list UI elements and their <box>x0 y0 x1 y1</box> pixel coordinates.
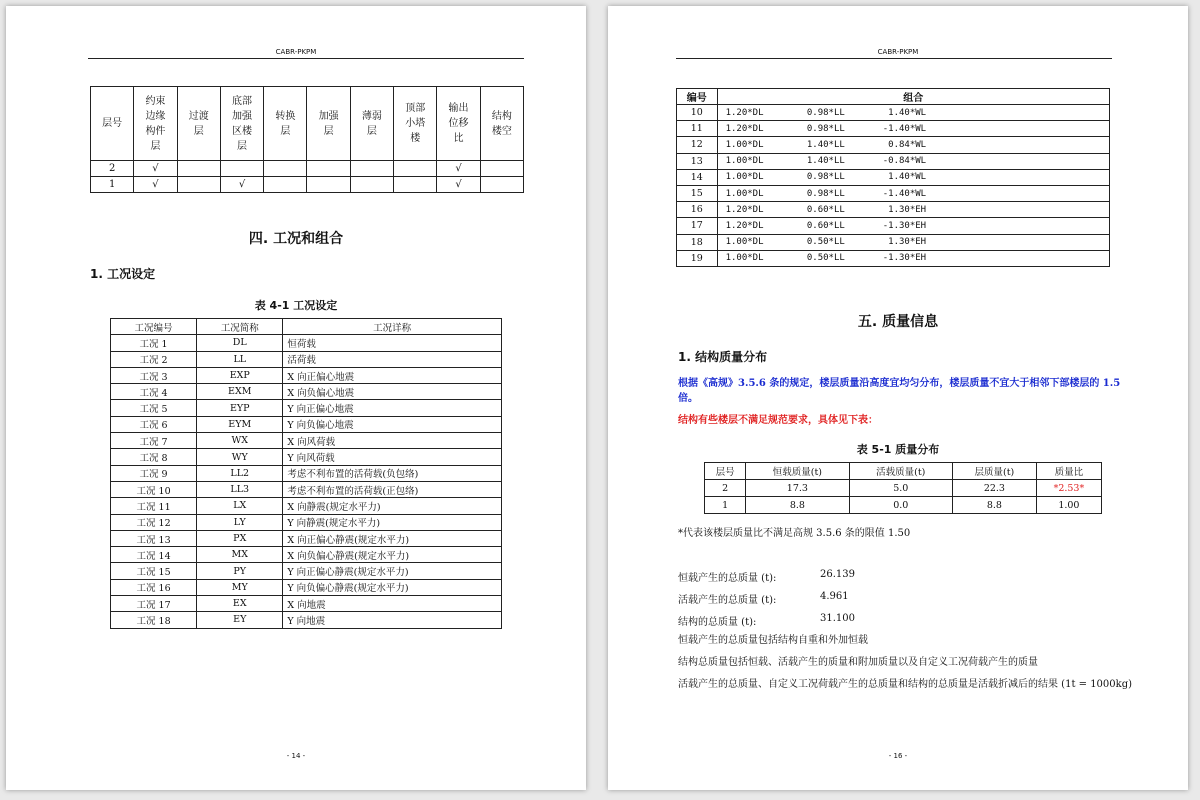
table-row <box>677 153 1110 169</box>
table-row <box>111 563 502 579</box>
table-cell <box>177 177 220 193</box>
table-cell: 工况 14 <box>111 547 197 563</box>
table-row <box>111 335 502 351</box>
table-cell: 活荷载 <box>283 351 502 367</box>
table-row <box>111 416 502 432</box>
note-line: 结构总质量包括恒载、活载产生的质量和附加质量以及自定义工况荷载产生的质量 <box>678 657 1038 668</box>
table-row <box>677 202 1110 218</box>
table-cell: 1 <box>91 177 134 193</box>
table-cell: 14 <box>677 169 718 185</box>
table-cell: LY <box>197 514 283 530</box>
table-cell: 1.20*DL 0.98*LL 1.40*WL <box>717 105 1109 121</box>
table-cell: 工况 15 <box>111 563 197 579</box>
table-cell: 工况 17 <box>111 596 197 612</box>
table-cell: 1.00*DL 1.40*LL -0.84*WL <box>717 153 1109 169</box>
total-label: 结构的总质量 (t): <box>678 617 757 628</box>
table-cell: 17.3 <box>746 480 849 497</box>
note-line: 恒载产生的总质量包括结构自重和外加恒载 <box>678 635 868 646</box>
total-value: 4.961 <box>820 591 849 602</box>
table-row <box>705 497 1102 514</box>
table-cell: Y 向负偏心地震 <box>283 416 502 432</box>
table-cell: 工况 4 <box>111 384 197 400</box>
column-header: 工况详称 <box>283 319 502 335</box>
total-label: 恒载产生的总质量 (t): <box>678 573 777 584</box>
table-cell: √ <box>134 177 177 193</box>
table-cell: 12 <box>677 137 718 153</box>
table-cell: 2 <box>705 480 746 497</box>
table-cell: 工况 2 <box>111 351 197 367</box>
table-cell <box>480 161 523 177</box>
page-number: - 16 - <box>888 752 908 760</box>
table-cell <box>307 161 350 177</box>
column-header: 组合 <box>717 89 1109 105</box>
section-title: 四. 工况和组合 <box>248 231 344 247</box>
table-row <box>111 530 502 546</box>
section-title: 五. 质量信息 <box>857 314 939 330</box>
table-cell: LL2 <box>197 465 283 481</box>
table-cell: Y 向地震 <box>283 612 502 628</box>
table-cell: 工况 18 <box>111 612 197 628</box>
table-row <box>111 351 502 367</box>
table-cell: LX <box>197 498 283 514</box>
table-cell: 1.00*DL 0.50*LL -1.30*EH <box>717 250 1109 266</box>
subsection-title: 1. 工况设定 <box>90 267 156 281</box>
table-cell: EXP <box>197 367 283 383</box>
table-cell: 1.20*DL 0.60*LL -1.30*EH <box>717 218 1109 234</box>
table-cell: 工况 10 <box>111 481 197 497</box>
running-header: CABR-PKPM <box>275 48 317 56</box>
table-row <box>677 234 1110 250</box>
table-row <box>677 169 1110 185</box>
table-cell <box>264 177 307 193</box>
column-header: 层号 <box>705 463 746 480</box>
table-cell: X 向地震 <box>283 596 502 612</box>
table-cell: Y 向正偏心静震(规定水平力) <box>283 563 502 579</box>
table-cell <box>350 161 393 177</box>
table-cell <box>177 161 220 177</box>
table-cell: EX <box>197 596 283 612</box>
table-row <box>677 105 1110 121</box>
note-line: 活载产生的总质量、自定义工况荷载产生的总质量和结构的总质量是活载折减后的结果 (1t = 1000kg) <box>678 679 1133 690</box>
table-cell: 13 <box>677 153 718 169</box>
table-row <box>111 433 502 449</box>
table-cell: √ <box>437 161 480 177</box>
table-cell: MX <box>197 547 283 563</box>
table-cell: X 向风荷载 <box>283 433 502 449</box>
table-cell: 工况 7 <box>111 433 197 449</box>
table-cell: 1.00 <box>1036 497 1101 514</box>
table-cell: WY <box>197 449 283 465</box>
table-row <box>111 596 502 612</box>
table-row <box>111 367 502 383</box>
table-cell <box>480 177 523 193</box>
subsection-title: 1. 结构质量分布 <box>678 350 768 364</box>
left-page <box>6 6 586 790</box>
table-cell: 0.0 <box>849 497 952 514</box>
table-cell: X 向正偏心静震(规定水平力) <box>283 530 502 546</box>
table-cell: Y 向静震(规定水平力) <box>283 514 502 530</box>
table-cell: EXM <box>197 384 283 400</box>
column-header: 过渡 层 <box>177 87 220 161</box>
table-row <box>111 481 502 497</box>
table-cell: *2.53* <box>1036 480 1101 497</box>
table-cell: 15 <box>677 185 718 201</box>
table-cell: 1.00*DL 0.98*LL 1.40*WL <box>717 169 1109 185</box>
table-row <box>91 161 524 177</box>
total-label: 活载产生的总质量 (t): <box>678 595 777 606</box>
table-cell: 1.00*DL 1.40*LL 0.84*WL <box>717 137 1109 153</box>
column-header: 转换 层 <box>264 87 307 161</box>
mass-distribution-table <box>704 462 1102 514</box>
table-cell: 考虑不利布置的活荷载(正包络) <box>283 481 502 497</box>
table-cell: 工况 13 <box>111 530 197 546</box>
table-cell: Y 向正偏心地震 <box>283 400 502 416</box>
table-cell: EYP <box>197 400 283 416</box>
table-cell: √ <box>437 177 480 193</box>
column-header: 恒载质量(t) <box>746 463 849 480</box>
table-row <box>111 514 502 530</box>
floor-attribute-table <box>90 86 524 193</box>
table-cell: 1.20*DL 0.60*LL 1.30*EH <box>717 202 1109 218</box>
column-header: 活载质量(t) <box>849 463 952 480</box>
column-header: 工况编号 <box>111 319 197 335</box>
table-row <box>677 218 1110 234</box>
table-cell: X 向负偏心地震 <box>283 384 502 400</box>
table-cell <box>264 161 307 177</box>
table-cell: EY <box>197 612 283 628</box>
table-cell: 2 <box>91 161 134 177</box>
table-cell: 19 <box>677 250 718 266</box>
table-cell: 工况 8 <box>111 449 197 465</box>
table-cell: 5.0 <box>849 480 952 497</box>
table-cell: 1.00*DL 0.98*LL -1.40*WL <box>717 185 1109 201</box>
table-cell: √ <box>220 177 263 193</box>
right-page <box>608 6 1188 790</box>
table-caption: 表 4-1 工况设定 <box>254 299 338 312</box>
table-cell: 8.8 <box>746 497 849 514</box>
table-cell: √ <box>134 161 177 177</box>
table-row <box>111 612 502 628</box>
column-header: 加强 层 <box>307 87 350 161</box>
table-cell: X 向正偏心地震 <box>283 367 502 383</box>
column-header: 输出 位移 比 <box>437 87 480 161</box>
column-header: 层号 <box>91 87 134 161</box>
table-row <box>111 449 502 465</box>
table-cell <box>350 177 393 193</box>
table-cell: LL3 <box>197 481 283 497</box>
table-row <box>677 137 1110 153</box>
table-cell: EYM <box>197 416 283 432</box>
table-cell: LL <box>197 351 283 367</box>
table-cell: X 向静震(规定水平力) <box>283 498 502 514</box>
table-row <box>111 465 502 481</box>
table-cell: 工况 6 <box>111 416 197 432</box>
table-cell: 1 <box>705 497 746 514</box>
table-cell: 1.20*DL 0.98*LL -1.40*WL <box>717 121 1109 137</box>
table-cell: 工况 11 <box>111 498 197 514</box>
table-row <box>111 498 502 514</box>
table-row <box>111 400 502 416</box>
table-cell: 18 <box>677 234 718 250</box>
table-row <box>111 547 502 563</box>
table-cell <box>394 161 437 177</box>
table-cell: 工况 5 <box>111 400 197 416</box>
warning-note: 结构有些楼层不满足规范要求，具体见下表： <box>678 415 878 426</box>
table-cell: 工况 9 <box>111 465 197 481</box>
table-row <box>111 579 502 595</box>
table-cell: 10 <box>677 105 718 121</box>
table-row <box>111 384 502 400</box>
table-caption: 表 5-1 质量分布 <box>856 443 940 456</box>
column-header: 工况简称 <box>197 319 283 335</box>
table-cell: 工况 1 <box>111 335 197 351</box>
table-cell: Y 向负偏心静震(规定水平力) <box>283 579 502 595</box>
table-cell: WX <box>197 433 283 449</box>
table-cell: 16 <box>677 202 718 218</box>
column-header: 编号 <box>677 89 718 105</box>
column-header: 质量比 <box>1036 463 1101 480</box>
code-note: 根据《高规》3.5.6 条的规定，楼层质量沿高度宜均匀分布，楼层质量不宜大于相邻下部楼层的 1.5 倍。 <box>678 378 1121 404</box>
column-header: 顶部 小塔 楼 <box>394 87 437 161</box>
table-cell: 17 <box>677 218 718 234</box>
column-header: 层质量(t) <box>952 463 1036 480</box>
table-row <box>91 177 524 193</box>
column-header: 底部 加强 区楼 层 <box>220 87 263 161</box>
page-number: - 14 - <box>286 752 306 760</box>
total-value: 31.100 <box>820 613 855 624</box>
table-cell: DL <box>197 335 283 351</box>
table-cell <box>307 177 350 193</box>
column-header: 薄弱 层 <box>350 87 393 161</box>
table-cell: 工况 16 <box>111 579 197 595</box>
table-cell: Y 向风荷载 <box>283 449 502 465</box>
header-rule <box>88 58 524 59</box>
table-cell: X 向负偏心静震(规定水平力) <box>283 547 502 563</box>
table-cell: 工况 12 <box>111 514 197 530</box>
running-header: CABR-PKPM <box>877 48 919 56</box>
table-row <box>705 480 1102 497</box>
total-value: 26.139 <box>820 569 855 580</box>
column-header: 约束 边缘 构件 层 <box>134 87 177 161</box>
table-cell: 22.3 <box>952 480 1036 497</box>
table-row <box>677 185 1110 201</box>
footnote: *代表该楼层质量比不满足高规 3.5.6 条的限值 1.50 <box>678 528 911 539</box>
table-cell <box>220 161 263 177</box>
load-case-table <box>110 318 502 629</box>
table-cell: PX <box>197 530 283 546</box>
table-cell: PY <box>197 563 283 579</box>
table-row <box>677 121 1110 137</box>
load-combination-table <box>676 88 1110 267</box>
table-cell: MY <box>197 579 283 595</box>
header-rule <box>676 58 1112 59</box>
table-cell: 1.00*DL 0.50*LL 1.30*EH <box>717 234 1109 250</box>
table-cell: 8.8 <box>952 497 1036 514</box>
table-cell: 考虑不利布置的活荷载(负包络) <box>283 465 502 481</box>
table-cell <box>394 177 437 193</box>
column-header: 结构 楼空 <box>480 87 523 161</box>
table-cell: 工况 3 <box>111 367 197 383</box>
table-cell: 恒荷载 <box>283 335 502 351</box>
table-cell: 11 <box>677 121 718 137</box>
table-row <box>677 250 1110 266</box>
